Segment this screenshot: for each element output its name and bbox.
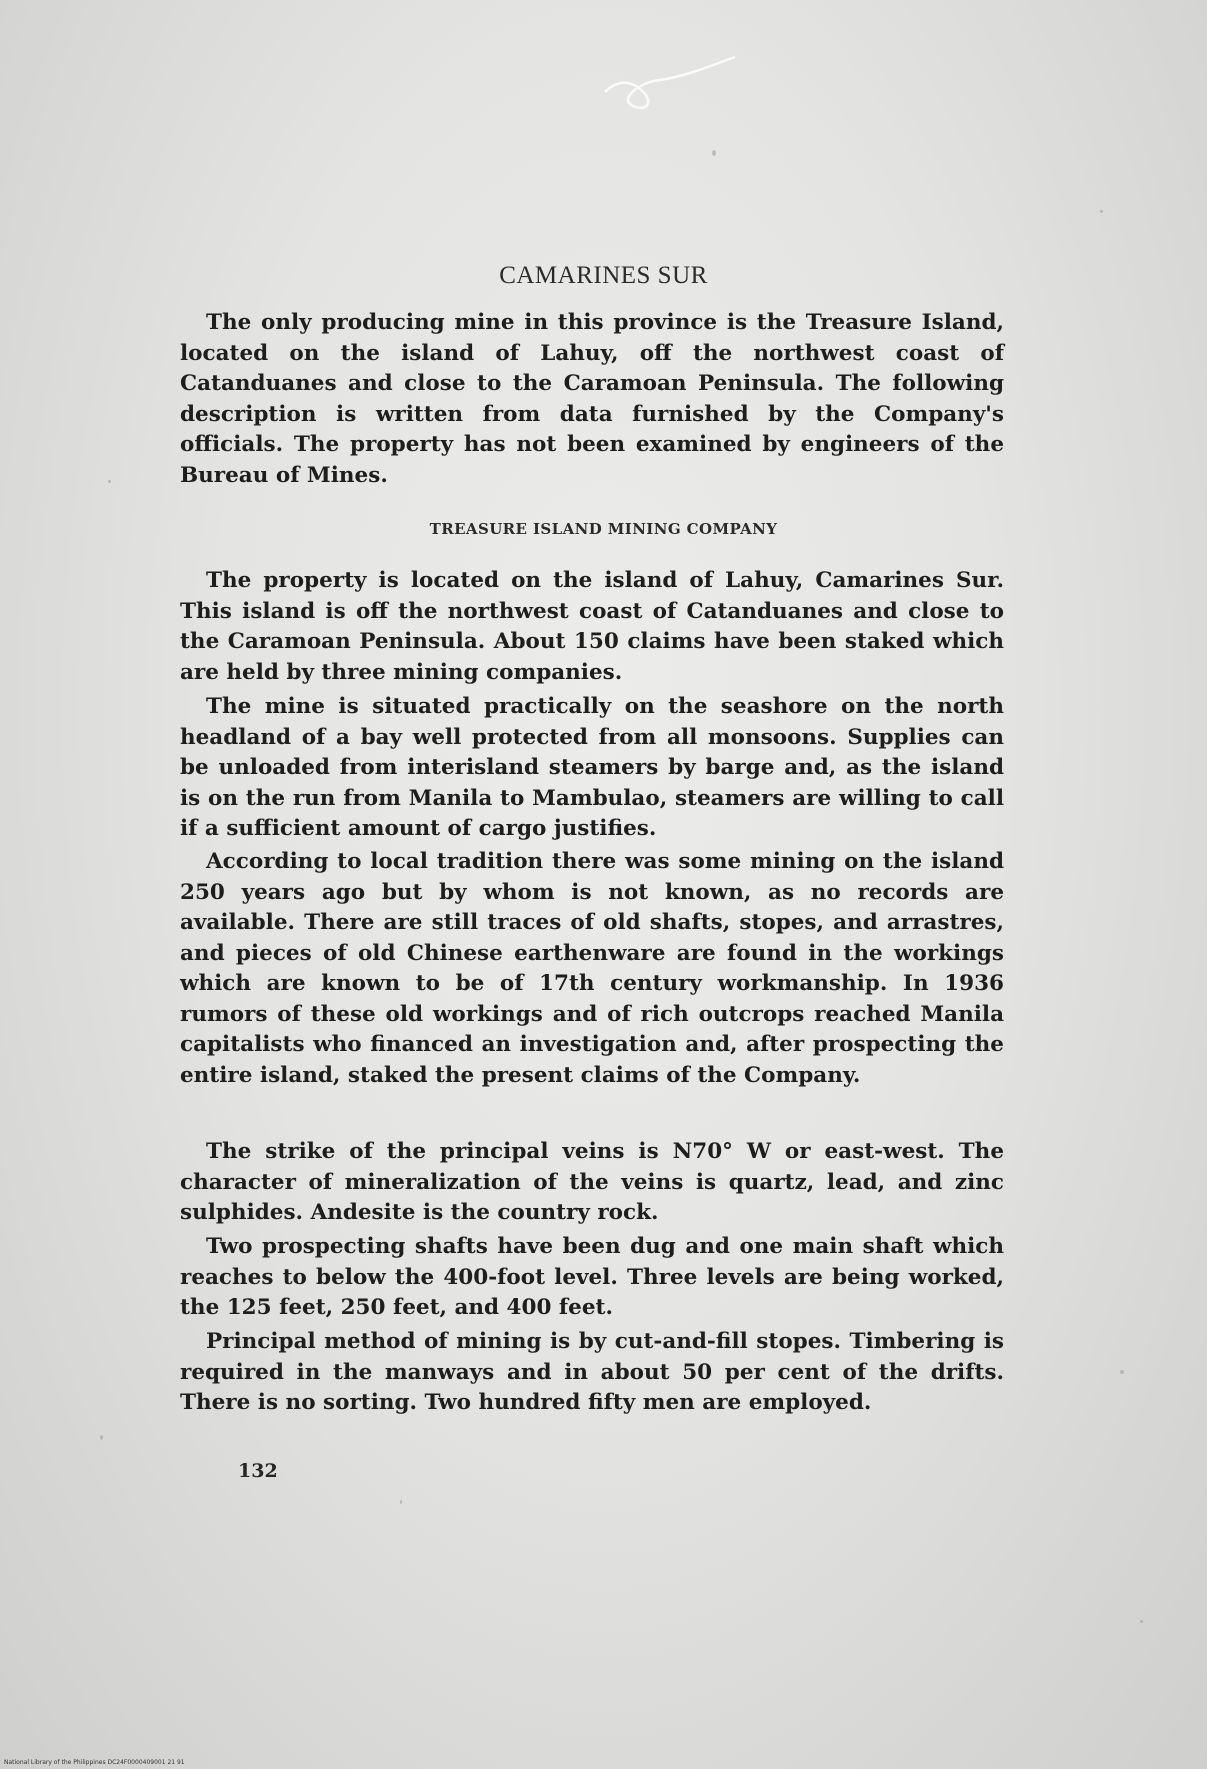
body-paragraph: Principal method of mining is by cut-and-fill stopes. Timbering is required in the manways and in about 50 per cent of the drifts. There is no sorting. Two hundred fifty men are employed. — [180, 1329, 1004, 1415]
speck — [108, 480, 111, 483]
body-paragraph: According to local tradition there was some mining on the island 250 years ago but by whom is not known, as no records are available. There are still traces of old shafts, stopes, and arrastres, and pieces of old Chinese earthenware are found in the workings which are known to be of 17th century workmanship. In 1936 rumors of these old workings and of rich outcrops reached Manila capitalists who financed an investigation and, after prospecting the entire island, staked the present claims of the Company. — [180, 849, 1004, 1088]
body-paragraph: The property is located on the island of Lahuy, Camarines Sur. This island is off the northwest coast of Catanduanes and close to the Caramoan Peninsula. About 150 claims have been staked which are held by three mining companies. — [180, 568, 1004, 685]
speck — [1100, 210, 1103, 213]
body-paragraph: Two prospecting shafts have been dug and one main shaft which reaches to below the 400-foot level. Three levels are being worked, the 125 feet, 250 feet, and 400 feet. — [180, 1234, 1004, 1320]
body-paragraph: The strike of the principal veins is N70° W or east-west. The character of mineralization of the veins is quartz, lead, and zinc sulphides. Andesite is the country rock. — [180, 1139, 1004, 1225]
page-heading: CAMARINES SUR — [499, 262, 708, 289]
intro-paragraph: The only producing mine in this province is the Treasure Island, located on the island of Lahuy, off the northwest coast of Catanduanes and close to the Caramoan Peninsula. The following description is written from data furnished by the Company's officials. The property has not been examined by engineers of the Bureau of Mines. — [180, 310, 1004, 488]
pencil-mark — [600, 52, 740, 122]
scan-footer: National Library of the Philippines DC24F0000409001 21 91 — [4, 1759, 185, 1766]
speck — [1120, 1370, 1124, 1374]
speck — [400, 1500, 402, 1504]
body-paragraph: The mine is situated practically on the seashore on the north headland of a bay well protected from all monsoons. Supplies can be unloaded from interisland steamers by barge and, as the island is on the run from Manila to Mambulao, steamers are willing to call if a sufficient amount of cargo justifies. — [180, 694, 1004, 841]
speck — [712, 150, 716, 156]
section-title: TREASURE ISLAND MINING COMPANY — [429, 520, 778, 538]
speck — [1140, 1620, 1143, 1623]
page-number: 132 — [238, 1460, 278, 1482]
speck — [100, 1435, 103, 1440]
